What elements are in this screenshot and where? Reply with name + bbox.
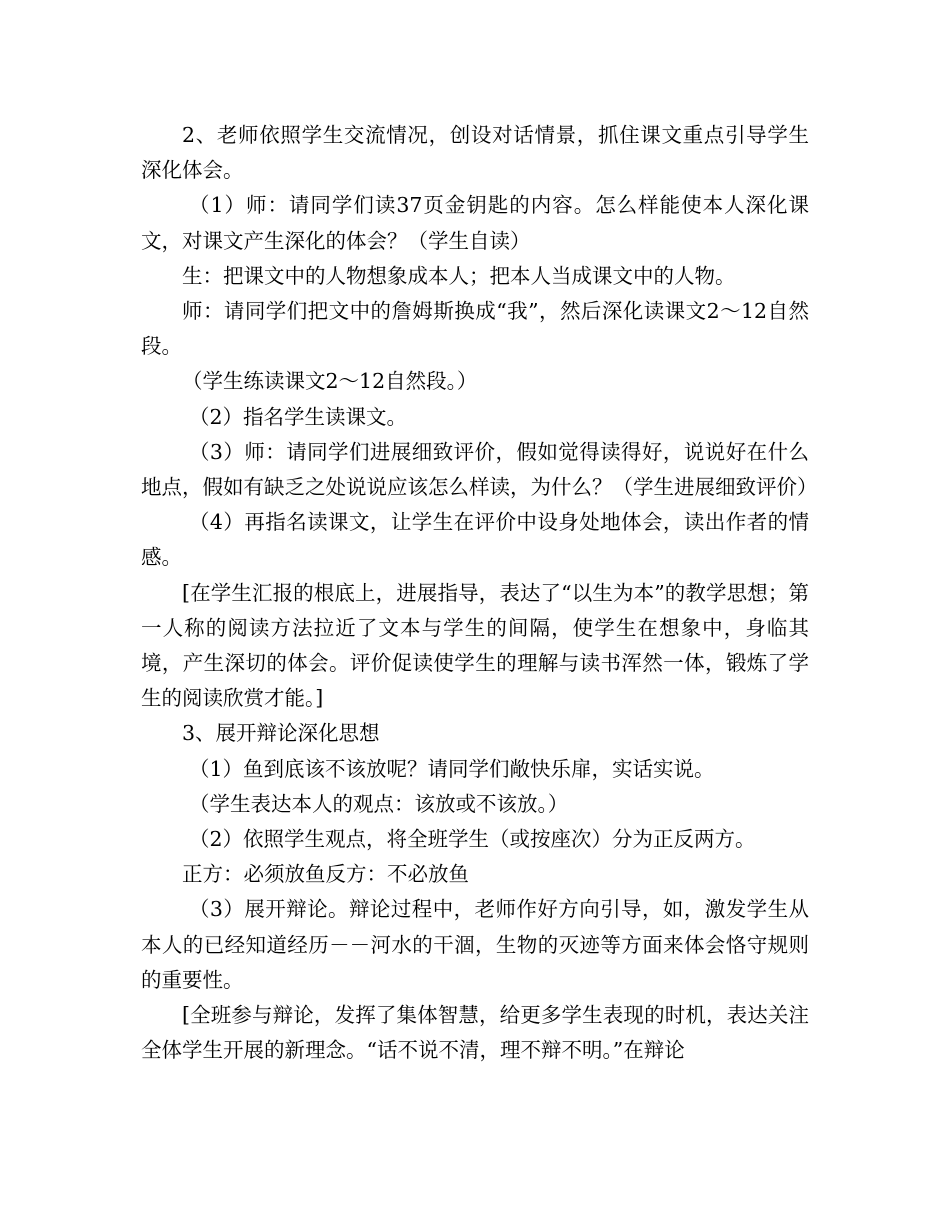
paragraph-teacher-instruction: 师：请同学们把文中的詹姆斯换成“我”，然后深化读课文2～12自然段。 [141,299,809,359]
paragraph-student-answer: 生：把课文中的人物想象成本人；把本人当成课文中的人物。 [182,263,736,288]
paragraph-debate-sides: 正方：必须放鱼反方：不必放鱼 [182,862,469,887]
paragraph-commentary-1: [在学生汇报的根底上，进展指导，表达了“以生为本”的教学思想；第一人称的阅读方法拉近了文本与学生的间隔，使学生在想象中，身临其境，产生深切的体会。评价促读使学生的理解与读书浑然一体，锻炼了学生的阅读欣赏才能。] [141,580,809,711]
paragraph-student-practice: （学生练读课文2～12自然段。） [182,369,478,394]
paragraph-step-1-read-golden-key: （1）师：请同学们读37页金钥匙的内容。怎么样能使本人深化课文，对课文产生深化的体会？（学生自读） [141,193,809,253]
paragraph-teacher-dialogue: 2、老师依照学生交流情况，创设对话情景，抓住课文重点引导学生深化体会。 [141,123,809,183]
paragraph-step-3: （3）师：请同学们进展细致评价，假如觉得读得好，说说好在什么地点，假如有缺乏之处说说应该怎么样读，为什么？（学生进展细致评价） [141,439,818,500]
paragraph-commentary-2: [全班参与辩论，发挥了集体智慧，给更多学生表现的时机，表达关注全体学生开展的新理念。“话不说不清，理不辩不明。”在辩论 [141,1003,809,1063]
paragraph-student-views: （学生表达本人的观点：该放或不该放。） [189,791,569,816]
paragraph-debate-step-2: （2）依照学生观点，将全班学生（或按座次）分为正反两方。 [189,827,756,852]
section-heading-debate: 3、展开辩论深化思想 [182,721,380,746]
paragraph-step-4: （4）再指名读课文，让学生在评价中设身处地体会，读出作者的情感。 [141,510,809,570]
paragraph-debate-step-1: （1）鱼到底该不该放呢？请同学们敞快乐扉，实话实说。 [189,756,715,781]
document-body [141,118,818,1068]
paragraph-step-2: （2）指名学生读课文。 [189,404,408,429]
paragraph-debate-step-3: （3）展开辩论。辩论过程中，老师作好方向引导，如，激发学生从本人的已经知道经历－－河水的干涸，生物的灭迹等方面来体会恪守规则的重要性。 [141,897,809,992]
